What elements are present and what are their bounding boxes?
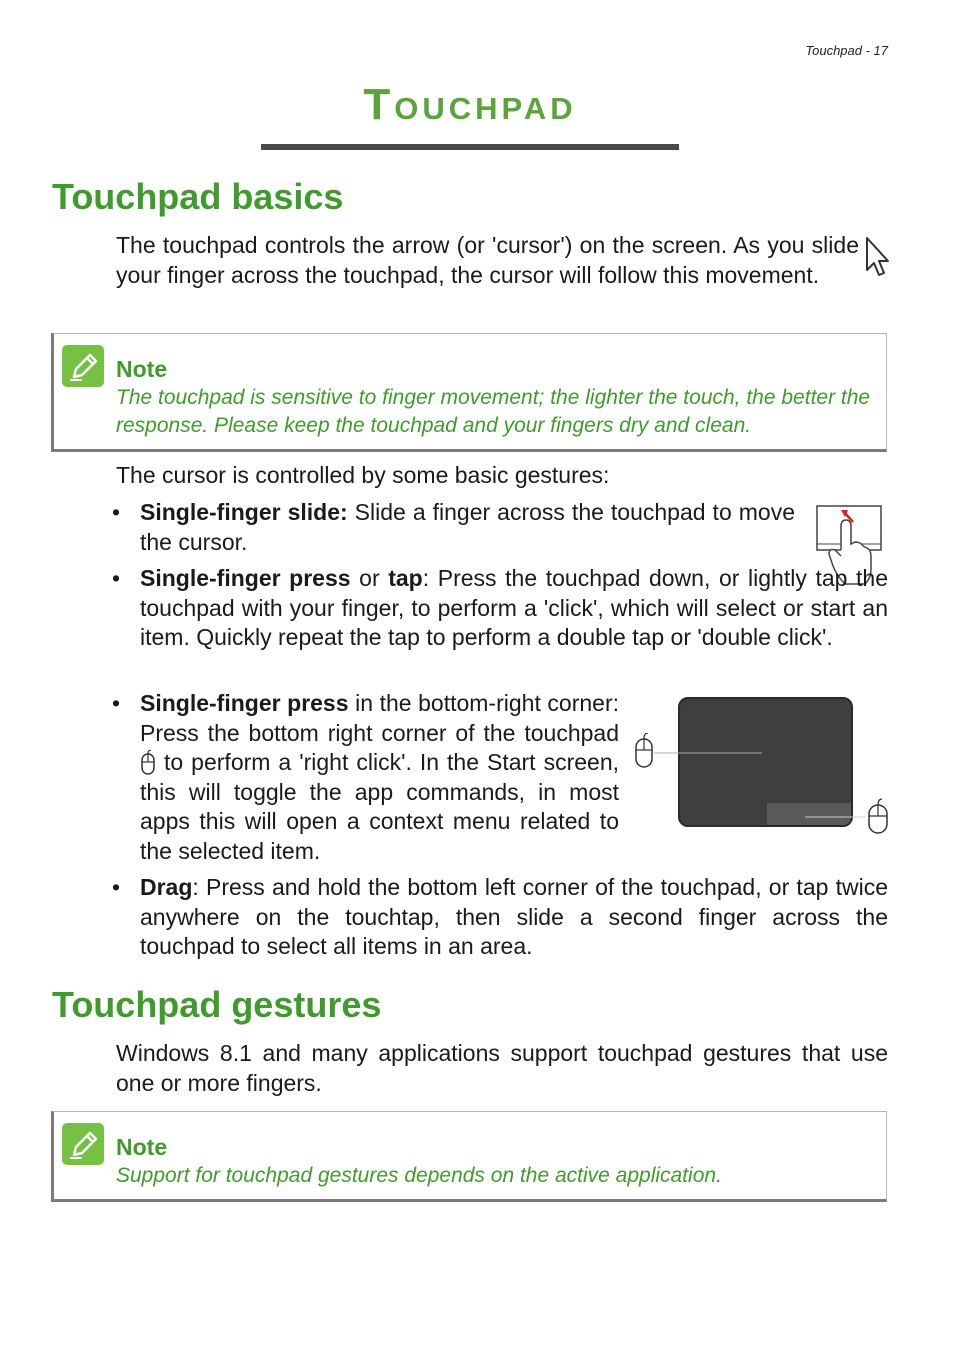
mouse-icon — [140, 750, 156, 776]
bullet-dot: • — [112, 690, 121, 716]
bullet-term: Drag — [140, 874, 193, 900]
list-item: • Single-finger press or tap: Press the touchpad down, or lightly tap the touchpad with your finger, to perform a 'click', which will select or start an item. Quickly repeat the tap to perform a double tap or 'double click'. — [112, 565, 888, 650]
bullet-text: : Press and hold the bottom left corner of the touchpad, or tap twice anywhere on the touchtap, then slide a second finger across the touchpad to select all items in an area. — [140, 874, 888, 959]
basics-intro: The touchpad controls the arrow (or 'cursor') on the screen. As you slide your finger across the touchpad, the cursor will follow this movement. — [116, 232, 859, 288]
note-box-gestures — [51, 1111, 887, 1202]
note-title: Note — [116, 356, 168, 382]
section-heading-gestures: Touchpad gestures — [52, 984, 382, 1025]
bullet-dot: • — [112, 565, 121, 591]
pencil-note-icon — [62, 345, 104, 387]
bullet-term: Single-finger press — [140, 565, 351, 591]
bullet-dot: • — [112, 874, 121, 900]
gestures-intro: Windows 8.1 and many applications support touchpad gestures that use one or more fingers. — [116, 1040, 888, 1096]
running-head: Touchpad - 17 — [805, 43, 888, 58]
cursor-arrow-icon — [864, 236, 892, 280]
bullet-text: in the bottom-right corner: Press the bottom right corner of the touchpad — [140, 690, 619, 746]
bullet-term: Single-finger press — [140, 690, 349, 716]
bullet-text: to perform a 'right click'. In the Start screen, this will toggle the app commands, in most apps this will open a context menu related to the selected item. — [140, 749, 619, 864]
bullet-term: tap — [388, 565, 423, 591]
chapter-title: Touchpad — [363, 80, 577, 129]
chapter-rule — [261, 144, 679, 150]
mouse-icon — [632, 733, 764, 773]
note-box-basics — [51, 333, 887, 452]
pencil-note-icon — [62, 1123, 104, 1165]
mouse-icon — [803, 797, 893, 837]
bullet-dot: • — [112, 499, 121, 525]
bullet-text: Slide a finger across the touchpad to move the cursor. — [140, 499, 795, 555]
bullet-term: Single-finger slide: — [140, 499, 348, 525]
section-heading-basics: Touchpad basics — [52, 176, 344, 217]
list-item — [112, 689, 619, 869]
list-item — [112, 498, 796, 558]
note-text: The touchpad is sensitive to finger movement; the lighter the touch, the better the response. Please keep the touchpad and your fingers dry and clean. — [116, 386, 871, 437]
list-item — [112, 873, 889, 963]
note-title: Note — [116, 1134, 168, 1160]
bullet-text: : Press the touchpad down, or lightly tap the touchpad with your finger, to perform a 'click', which will select or start an item. Quickly repeat the tap to perform a double tap or 'double click'. — [140, 565, 888, 650]
gestures-lead: The cursor is controlled by some basic gestures: — [116, 462, 610, 488]
note-text: Support for touchpad gestures depends on the active application. — [116, 1164, 722, 1187]
